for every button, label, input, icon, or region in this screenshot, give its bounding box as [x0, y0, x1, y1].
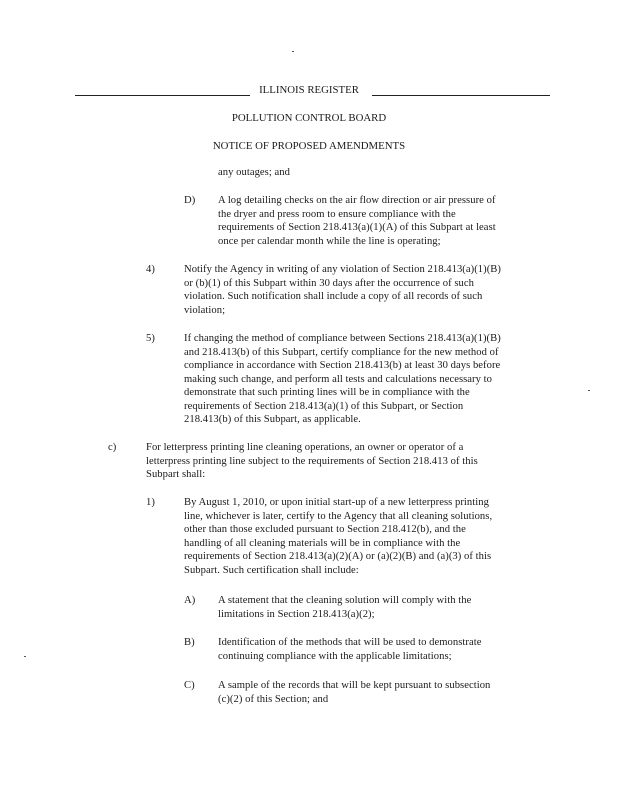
item-4-line: Notify the Agency in writing of any violation of Section 218.413(a)(1)(B): [184, 264, 501, 275]
item-4-line: violation. Such notification shall include a copy of all records of such: [184, 291, 483, 302]
item-D-line: A log detailing checks on the air flow direction or air pressure of: [218, 195, 496, 206]
notice-title: NOTICE OF PROPOSED AMENDMENTS: [212, 140, 406, 152]
header-rule-right: [372, 95, 550, 96]
item-5-line: making such change, and perform all tests and calculations necessary to: [184, 373, 493, 385]
item-label-1: 1): [146, 497, 155, 508]
item-5-line: compliance in accordance with Section 218.413(b) at least 30 days before: [184, 360, 501, 371]
item-1-line: requirements of Section 218.413(a)(2)(A) or (a)(2)(B) and (a)(3) of this: [184, 551, 492, 562]
scan-speck: [24, 656, 26, 657]
item-1-line: handling of all cleaning materials will be in compliance with the: [184, 537, 461, 549]
register-title: ILLINOIS REGISTER: [259, 84, 359, 96]
item-c-line: letterpress printing line subject to the requirements of Section 218.413 of this: [146, 455, 478, 467]
item-1-line: line, whichever is later, certify to the Agency that all cleaning solutions,: [184, 510, 493, 522]
item-A-line: A statement that the cleaning solution will comply with the: [218, 595, 472, 606]
item-D-line: once per calendar month while the line is operating;: [218, 235, 441, 247]
item-1-line: Subpart. Such certification shall include:: [184, 564, 359, 576]
item-B-line: Identification of the methods that will be used to demonstrate: [218, 637, 482, 648]
item-5-line: demonstrate that such printing lines will be in compliance with the: [184, 387, 470, 398]
item-label-A: A): [184, 595, 196, 606]
item-4-line: or (b)(1) of this Subpart within 30 days after the occurrence of such: [184, 277, 474, 289]
item-1-line: By August 1, 2010, or upon initial start-up of a new letterpress printing: [184, 497, 489, 508]
item-D-line: requirements of Section 218.413(a)(1)(A) of this Subpart at least: [218, 222, 496, 233]
item-D-line: the dryer and press room to ensure compliance with the: [218, 208, 456, 220]
item-C-line: A sample of the records that will be kept pursuant to subsection: [218, 680, 491, 691]
item-5-line: and 218.413(b) of this Subpart, certify compliance for the new method of: [184, 346, 499, 358]
item-label-D: D): [184, 195, 196, 206]
continuation-text: any outages; and: [218, 167, 290, 178]
header-rule-left: [75, 95, 250, 96]
item-5-line: requirements of Section 218.413(a)(1) of this Subpart, or Section: [184, 400, 464, 412]
item-label-4: 4): [146, 264, 155, 275]
item-label-5: 5): [146, 333, 155, 344]
item-1-line: other than those excluded pursuant to Section 218.412(b), and the: [184, 524, 466, 535]
item-B-line: continuing compliance with the applicable limitations;: [218, 650, 452, 662]
item-label-C: C): [184, 680, 195, 691]
scan-speck: [588, 390, 590, 391]
item-4-line: violation;: [184, 304, 226, 316]
item-5-line: If changing the method of compliance between Sections 218.413(a)(1)(B): [184, 333, 501, 344]
item-C-line: (c)(2) of this Section; and: [218, 693, 329, 705]
item-A-line: limitations in Section 218.413(a)(2);: [218, 608, 375, 620]
item-label-c: c): [108, 442, 117, 453]
scan-speck: [292, 51, 294, 52]
item-c-line: For letterpress printing line cleaning operations, an owner or operator of a: [146, 442, 464, 453]
item-label-B: B): [184, 637, 195, 648]
board-title: POLLUTION CONTROL BOARD: [231, 112, 387, 124]
item-c-line: Subpart shall:: [146, 469, 206, 480]
item-5-line: 218.413(b) of this Subpart, as applicable.: [184, 414, 361, 425]
